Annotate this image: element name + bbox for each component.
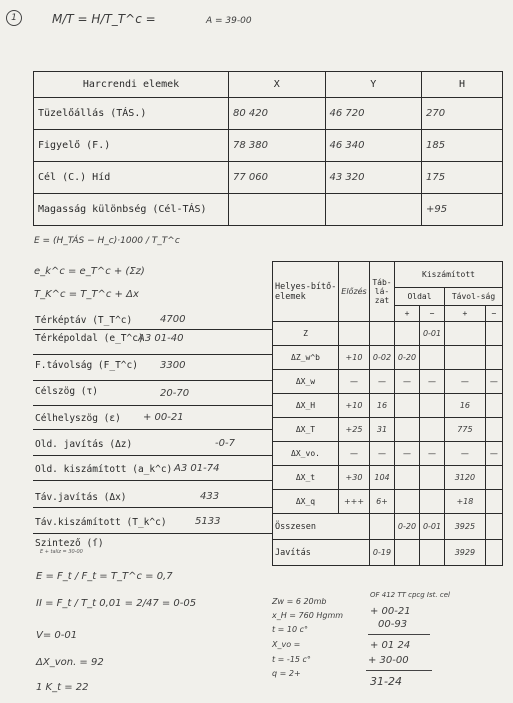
table-row: ΔX_t +30 104 3120 bbox=[273, 466, 503, 490]
col-header: Távol-ság bbox=[445, 288, 503, 306]
row-value: A3 01-40 bbox=[138, 333, 184, 344]
table-row: Magasság különbség (Cél-TÁS) +95 bbox=[34, 194, 503, 226]
col-header-h: H bbox=[422, 72, 503, 98]
divider bbox=[33, 533, 273, 534]
row-label: Old. javítás (Δz) bbox=[35, 439, 133, 450]
corrections-table: Helyes-bítő-elemek Előzés Táb-lá-zat Kiszámított Oldal Távol-ság + − + − Z 0-01 ΔZ_w^b +10 0-02 0-20 ΔX_w — — — — — — ΔX_H +10 16 16 ΔX_T +25 31 775 ΔX_vo. — — — — — — ΔX_t +30 104 3120 ΔX_q +++ 6+ +18 Összesen 0-20 0-01 3925 Javítás 0-19 3929 bbox=[272, 261, 503, 566]
row-value: + 00-21 bbox=[143, 412, 184, 423]
row-label: Térképtáv (T_T^c) bbox=[35, 315, 133, 326]
calc-divider bbox=[366, 670, 432, 671]
calc-line: + 30-00 bbox=[368, 655, 409, 666]
row-label: Szintező (ſ) bbox=[35, 538, 104, 549]
table-row: Figyelő (F.) 78 380 46 340 185 bbox=[34, 130, 503, 162]
circled-number: 1 bbox=[6, 10, 22, 26]
divider bbox=[33, 354, 273, 355]
col-header: Oldal bbox=[395, 288, 445, 306]
note-line: t = 10 c° bbox=[272, 625, 309, 634]
v-value: V= 0-01 bbox=[36, 630, 78, 641]
row-note: E + taliz = 30-00 bbox=[40, 549, 83, 555]
header-formula: M/T = H/T_T^c = bbox=[52, 12, 156, 26]
col-header: Táb-lá-zat bbox=[370, 262, 395, 322]
table-row: Összesen 0-20 0-01 3925 bbox=[273, 514, 503, 540]
ek-formula: e_k^c = e_T^c + (Σz) bbox=[34, 266, 145, 277]
table-row: Z 0-01 bbox=[273, 322, 503, 346]
table-row: Cél (C.) Híd 77 060 43 320 175 bbox=[34, 162, 503, 194]
table-row: Tüzelőállás (TÁS.) 80 420 46 720 270 bbox=[34, 98, 503, 130]
right-note-top: OF 412 TT cpcg Ist. cel bbox=[370, 591, 450, 599]
e-formula: E = F_t / F_t = T_T^c = 0,7 bbox=[36, 571, 173, 582]
col-header: Előzés bbox=[339, 262, 370, 322]
coordinates-table bbox=[33, 71, 503, 226]
calc-line: + 01 24 bbox=[370, 640, 411, 651]
table-row: ΔX_T +25 31 775 bbox=[273, 418, 503, 442]
col-header-x: X bbox=[229, 72, 326, 98]
row-value: 5133 bbox=[195, 516, 221, 527]
calc-result: 31-24 bbox=[370, 675, 402, 688]
table-row: ΔX_w — — — — — — bbox=[273, 370, 503, 394]
ii-formula: II = F_t / T_t 0,01 = 2/47 = 0-05 bbox=[36, 598, 197, 609]
table-row: ΔX_H +10 16 16 bbox=[273, 394, 503, 418]
note-line: X_vo = bbox=[272, 640, 301, 649]
tk-formula: T_K^c = T_T^c + Δx bbox=[34, 289, 139, 300]
note-line: t = -15 c° bbox=[272, 655, 311, 664]
divider bbox=[33, 405, 273, 406]
col-header-y: Y bbox=[325, 72, 422, 98]
divider bbox=[33, 507, 273, 508]
table-row: ΔX_q +++ 6+ +18 bbox=[273, 490, 503, 514]
row-value: 3300 bbox=[160, 360, 186, 371]
dx-von: ΔX_von. = 92 bbox=[36, 657, 104, 668]
calc-line: 00-93 bbox=[378, 619, 408, 630]
row-label: Célhelyszög (ε) bbox=[35, 413, 121, 424]
row-label: Térképoldal (e_T^c) bbox=[35, 333, 144, 344]
divider bbox=[33, 480, 273, 481]
row-label: F.távolság (F_T^c) bbox=[35, 360, 138, 371]
table-row: ΔX_vo. — — — — — — bbox=[273, 442, 503, 466]
row-label: Táv.kiszámított (T_k^c) bbox=[35, 517, 167, 528]
row-value: A3 01-74 bbox=[174, 463, 220, 474]
row-label: Célszög (τ) bbox=[35, 386, 98, 397]
row-value: 20-70 bbox=[160, 388, 190, 399]
divider bbox=[33, 380, 273, 381]
divider bbox=[33, 329, 273, 330]
row-label: Táv.javítás (Δx) bbox=[35, 492, 127, 503]
col-header: Helyes-bítő-elemek bbox=[273, 262, 339, 322]
row-label: Old. kiszámított (a_k^c) bbox=[35, 464, 173, 475]
table-row: ΔZ_w^b +10 0-02 0-20 bbox=[273, 346, 503, 370]
row-value: 433 bbox=[200, 491, 220, 502]
row-value: 4700 bbox=[160, 314, 186, 325]
epsilon-formula: E = (H_TÁS − H_c)·1000 / T_T^c bbox=[34, 236, 180, 246]
row-value: -0-7 bbox=[215, 438, 235, 449]
calc-line: + 00-21 bbox=[370, 606, 411, 617]
table-row: Javítás 0-19 3929 bbox=[273, 540, 503, 566]
header-note: A = 39-00 bbox=[206, 16, 252, 26]
col-group-header: Kiszámított bbox=[395, 262, 503, 288]
divider bbox=[33, 455, 273, 456]
note-line: Zw = 6 20mb bbox=[272, 597, 327, 606]
col-header-elements: Harcrendi elemek bbox=[34, 72, 229, 98]
note-line: x_H = 760 Hgmm bbox=[272, 611, 344, 620]
calc-divider bbox=[368, 634, 430, 635]
divider bbox=[33, 429, 273, 430]
k-value: 1 K_t = 22 bbox=[36, 682, 89, 693]
note-line: q = 2+ bbox=[272, 669, 301, 678]
